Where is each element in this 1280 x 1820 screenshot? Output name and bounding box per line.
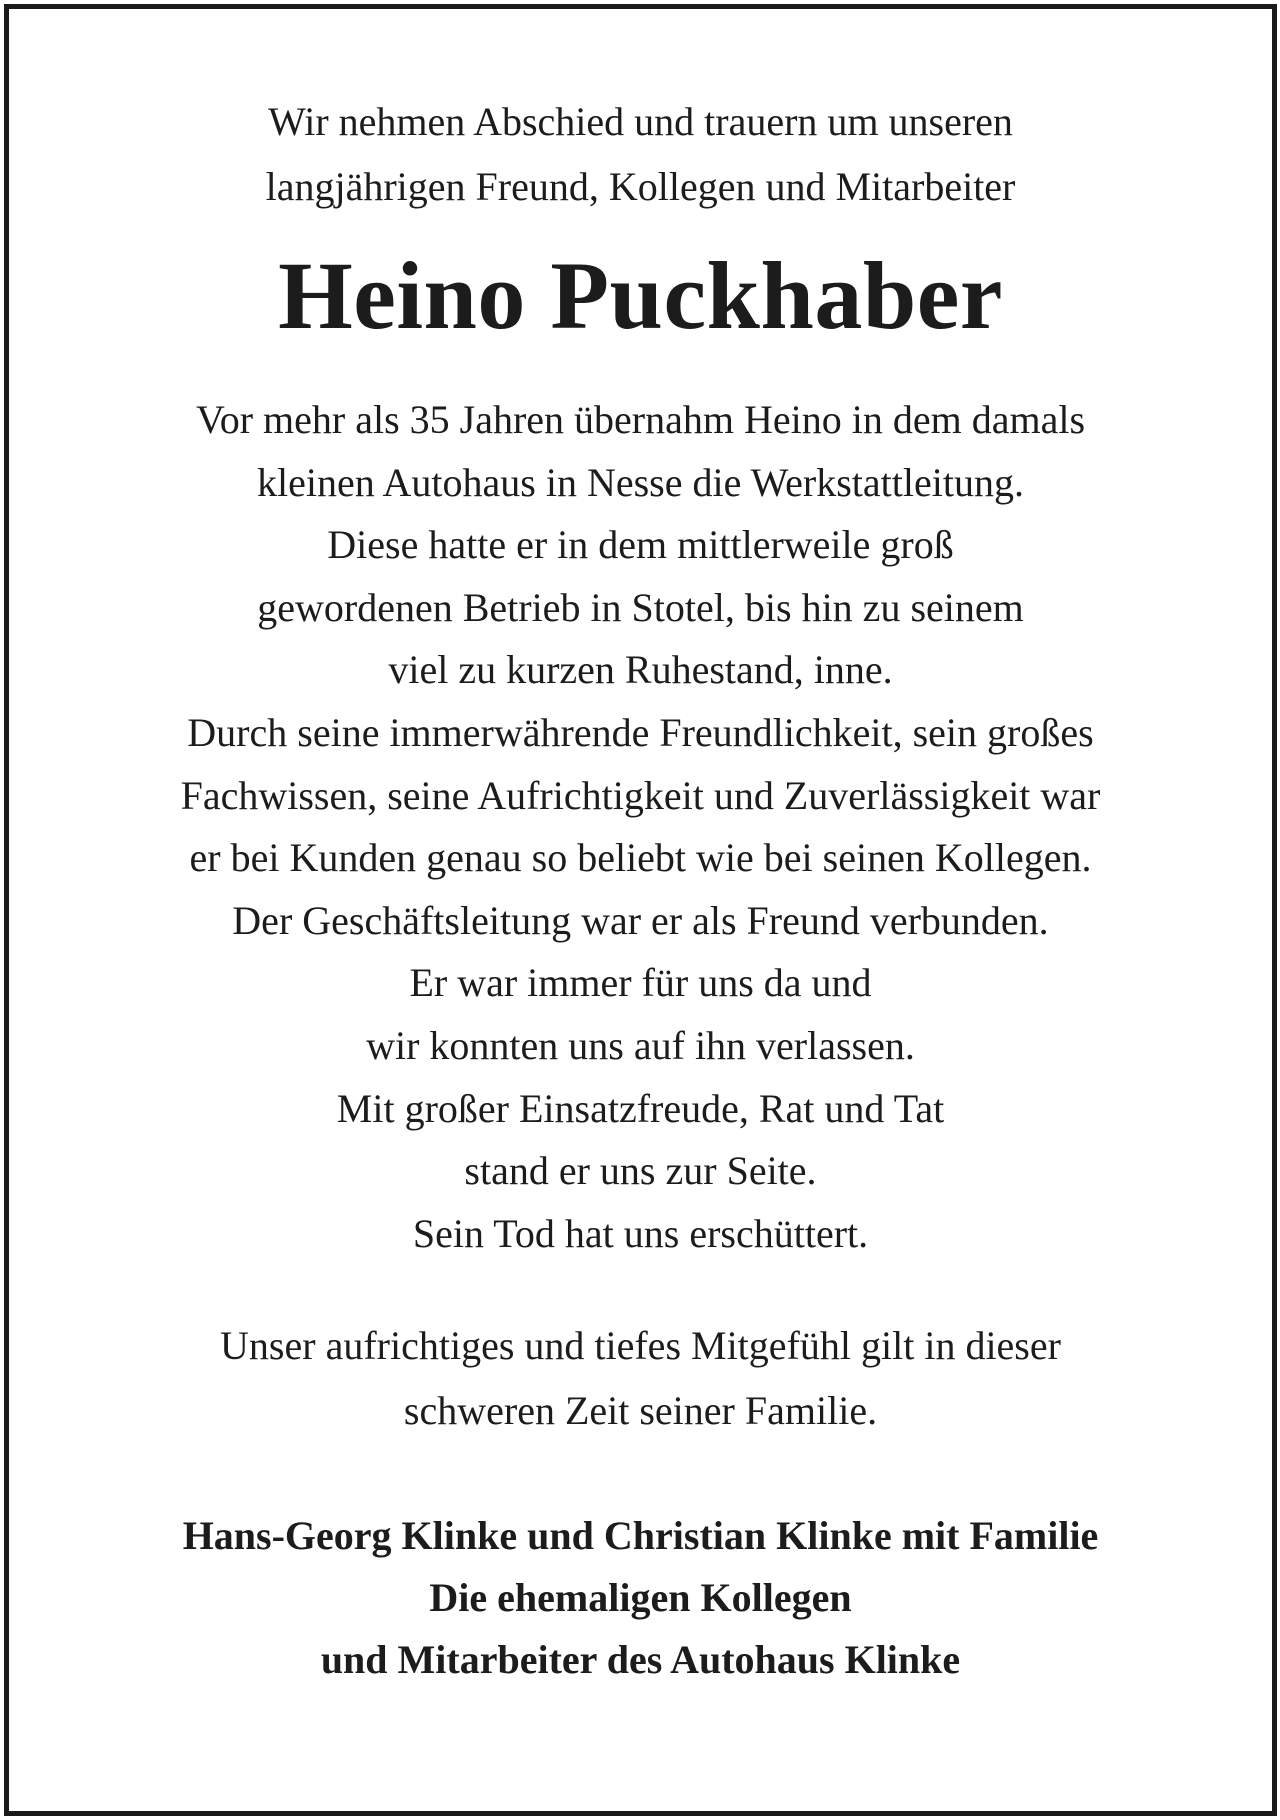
tribute-line: er bei Kunden genau so beliebt wie bei seinen Kollegen. <box>189 835 1092 881</box>
tribute-line: Vor mehr als 35 Jahren übernahm Heino in dem damals <box>195 397 1086 442</box>
condolence-line: Unser aufrichtiges und tiefes Mitgefühl gilt in dieser <box>220 1323 1061 1369</box>
tribute-line: Sein Tod hat uns erschüttert. <box>412 1210 869 1256</box>
tribute-line: kleinen Autohaus in Nesse die Werkstattleitung. <box>256 459 1024 505</box>
signature-block <box>9 1505 1272 1691</box>
tribute-line: Fachwissen, seine Aufrichtigkeit und Zuverlässigkeit war <box>180 772 1101 818</box>
condolence-text <box>9 1313 1272 1443</box>
obituary-frame <box>4 4 1277 1816</box>
intro-line: langjährigen Freund, Kollegen und Mitarbeiter <box>265 164 1016 209</box>
tribute-line: Durch seine immerwährende Freundlichkeit, sein großes <box>187 709 1094 755</box>
obituary-content <box>9 9 1272 1691</box>
tribute-text <box>9 389 1272 1265</box>
tribute-line: viel zu kurzen Ruhestand, inne. <box>388 647 893 693</box>
tribute-line: Diese hatte er in dem mittlerweile groß <box>327 522 954 568</box>
tribute-line: Der Geschäftsleitung war er als Freund verbunden. <box>232 897 1049 943</box>
tribute-line: gewordenen Betrieb in Stotel, bis hin zu seinem <box>257 584 1024 630</box>
intro-text <box>9 89 1272 219</box>
signature-line: und Mitarbeiter des Autohaus Klinke <box>320 1637 961 1683</box>
deceased-name: Heino Puckhaber <box>278 242 1003 349</box>
tribute-line: stand er uns zur Seite. <box>464 1148 817 1194</box>
signature-line: Hans-Georg Klinke und Christian Klinke mit Familie <box>182 1513 1099 1559</box>
tribute-line: wir konnten uns auf ihn verlassen. <box>366 1022 915 1068</box>
intro-line: Wir nehmen Abschied und trauern um unseren <box>268 99 1013 144</box>
tribute-line: Er war immer für uns da und <box>409 960 872 1006</box>
signature-line: Die ehemaligen Kollegen <box>429 1575 852 1621</box>
tribute-line: Mit großer Einsatzfreude, Rat und Tat <box>336 1085 945 1131</box>
condolence-line: schweren Zeit seiner Familie. <box>403 1388 878 1434</box>
